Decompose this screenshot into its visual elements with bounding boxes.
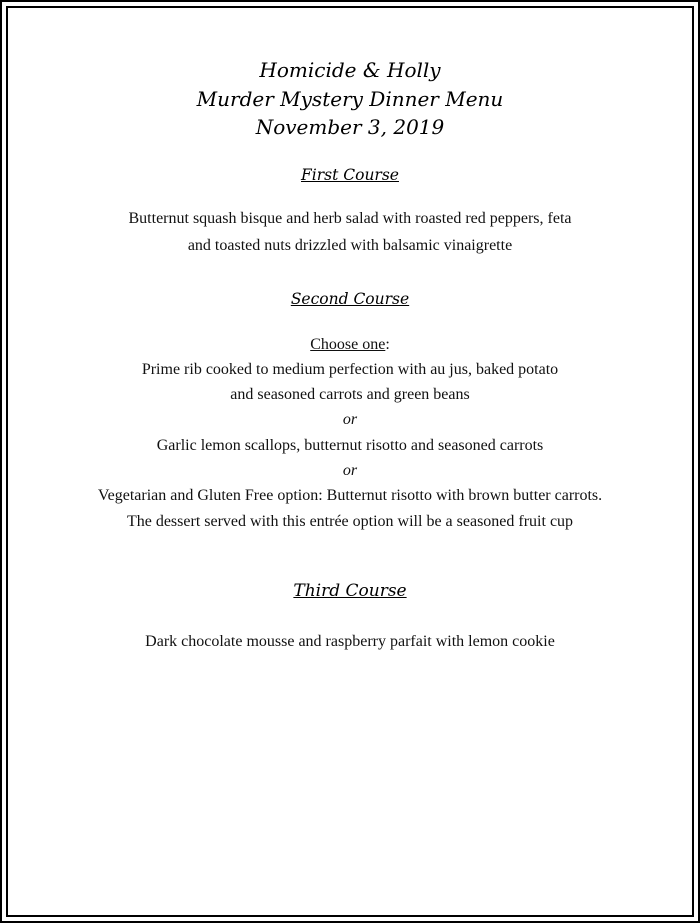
option-3-line-1: Vegetarian and Gluten Free option: Butternut risotto with brown butter carrots. — [97, 487, 603, 504]
menu-title: Murder Mystery Dinner Menu — [196, 87, 504, 111]
event-date: November 3, 2019 — [255, 115, 445, 139]
option-1-line-1: Prime rib cooked to medium perfection with au jus, baked potato — [141, 361, 559, 378]
first-course-heading: First Course — [301, 166, 399, 184]
option-1-line-2: and seasoned carrots and green beans — [230, 386, 470, 403]
option-2-line: Garlic lemon scallops, butternut risotto and seasoned carrots — [156, 437, 544, 454]
second-course-heading: Second Course — [290, 290, 410, 308]
first-course-line-2: and toasted nuts drizzled with balsamic vinaigrette — [187, 237, 513, 254]
event-title: Homicide & Holly — [259, 58, 441, 82]
third-course-heading: Third Course — [293, 581, 407, 601]
choose-one-line — [0, 336, 700, 354]
choose-one-label: Choose one — [310, 336, 386, 353]
or-separator-1: or — [342, 411, 358, 428]
third-course-line: Dark chocolate mousse and raspberry parfait with lemon cookie — [145, 633, 555, 650]
option-3-line-2: The dessert served with this entrée option will be a seasoned fruit cup — [126, 513, 574, 530]
first-course-line-1: Butternut squash bisque and herb salad with roasted red peppers, feta — [128, 210, 572, 227]
choose-one-colon: : — [385, 336, 390, 353]
or-separator-2: or — [342, 462, 358, 479]
